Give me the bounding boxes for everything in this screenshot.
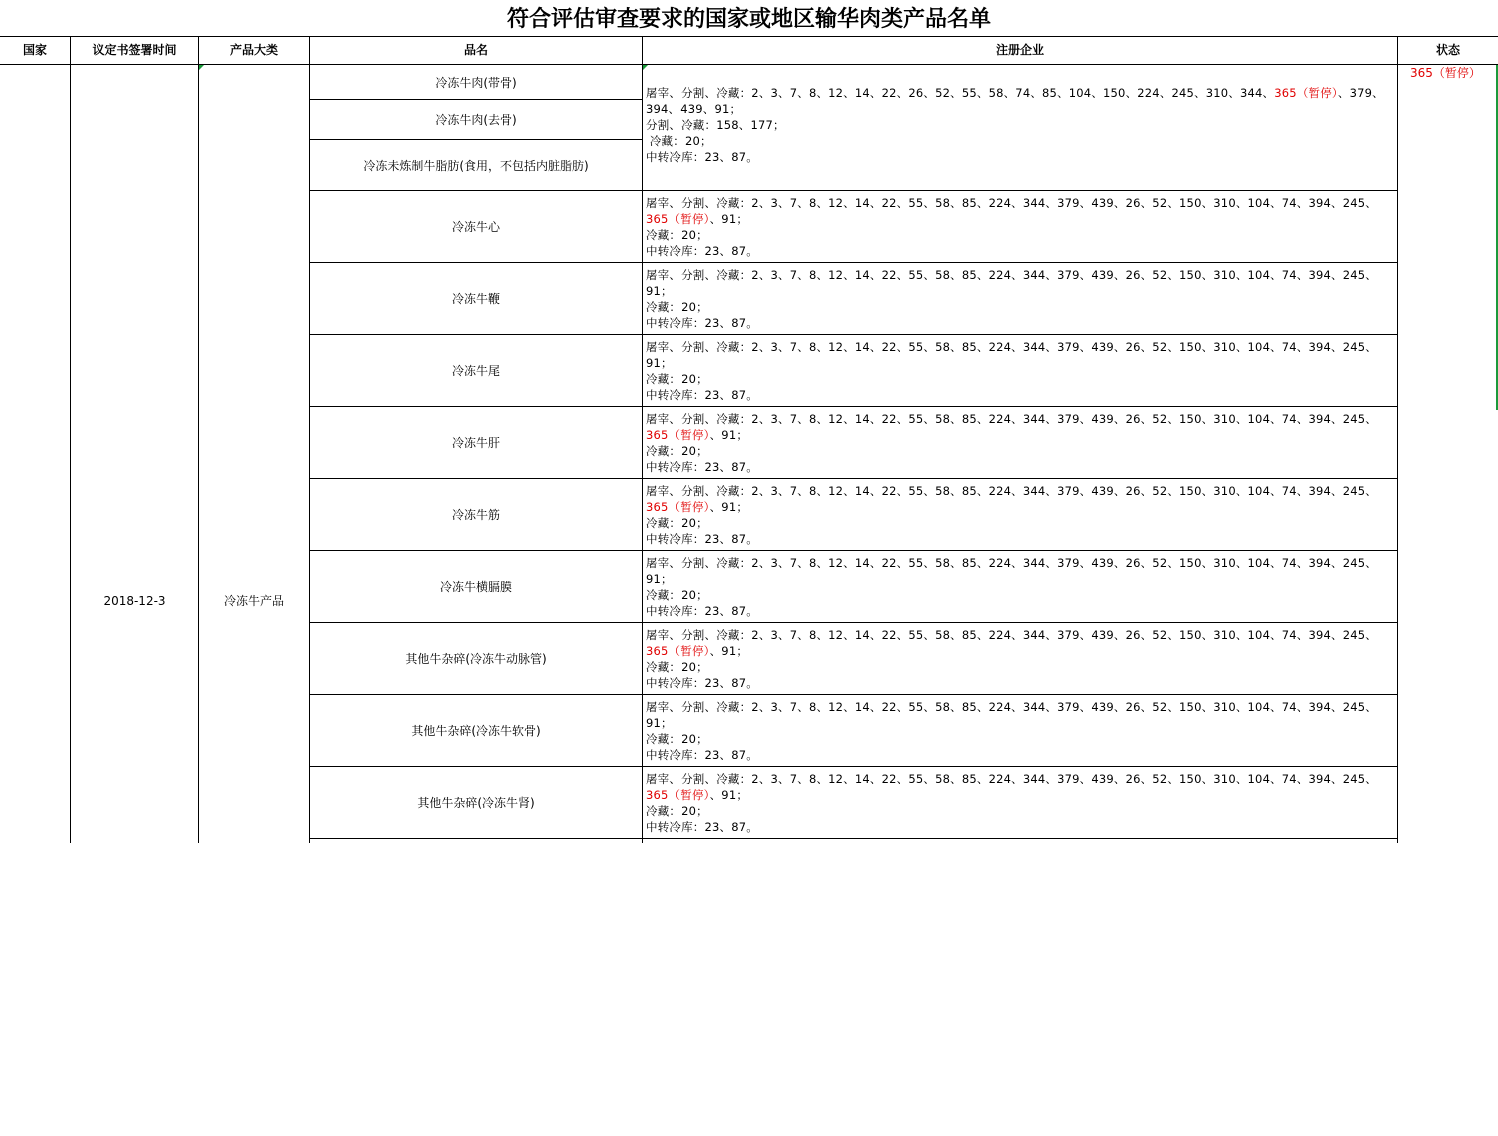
enterprise-cell[interactable]: 屠宰、分割、冷藏：2、3、7、8、12、14、22、55、58、85、224、344、379、439、26、52、150、310、104、74、394、245、 91； 冷藏：20； 中转冷库：23、87。: [646, 556, 1378, 618]
header-country[interactable]: 国家: [22, 43, 47, 57]
grid-line: [309, 37, 310, 843]
comment-marker-icon[interactable]: [643, 65, 648, 70]
grid-line: [310, 334, 1398, 335]
suspended-text: 365（暂停）: [646, 500, 710, 514]
enterprise-cell[interactable]: 屠宰、分割、冷藏：2、3、7、8、12、14、22、55、58、85、224、344、379、439、26、52、150、310、104、74、394、245、 365（暂停）、91； 冷藏：20； 中转冷库：23、87。: [646, 484, 1378, 546]
enterprise-cell[interactable]: 屠宰、分割、冷藏：2、3、7、8、12、14、22、55、58、85、224、344、379、439、26、52、150、310、104、74、394、245、 365（暂停）、91； 冷藏：20； 中转冷库：23、87。: [646, 196, 1378, 258]
grid-line: [310, 139, 642, 140]
header-status[interactable]: 状态: [1435, 43, 1460, 57]
header-sign-date[interactable]: 议定书签署时间: [92, 43, 177, 57]
enterprise-line-5: 中转冷库：23、87。: [646, 150, 758, 164]
grid-line: [642, 37, 643, 843]
enterprise-cell[interactable]: 屠宰、分割、冷藏：2、3、7、8、12、14、22、55、58、85、224、344、379、439、26、52、150、310、104、74、394、245、 365（暂停）、91； 冷藏：20； 中转冷库：23、87。: [646, 772, 1378, 834]
grid-line: [310, 406, 1398, 407]
header-enterprise[interactable]: 注册企业: [995, 43, 1044, 57]
product-cell[interactable]: 冷冻未炼制牛脂肪(食用，不包括内脏脂肪): [363, 158, 589, 173]
grid-line: [310, 478, 1398, 479]
status-suspended-note: 365（暂停）: [1410, 66, 1481, 80]
enterprise-cell[interactable]: 屠宰、分割、冷藏：2、3、7、8、12、14、22、55、58、85、224、344、379、439、26、52、150、310、104、74、394、245、 91； 冷藏：20； 中转冷库：23、87。: [646, 700, 1378, 762]
product-cell[interactable]: 冷冻牛横膈膜: [439, 580, 512, 594]
enterprise-line-3: 分割、冷藏：158、177；: [646, 118, 785, 132]
enterprise-cell[interactable]: 屠宰、分割、冷藏：2、3、7、8、12、14、22、55、58、85、224、344、379、439、26、52、150、310、104、74、394、245、 91； 冷藏：20； 中转冷库：23、87。: [646, 340, 1378, 402]
enterprise-cell[interactable]: 屠宰、分割、冷藏：2、3、7、8、12、14、22、55、58、85、224、344、379、439、26、52、150、310、104、74、394、245、 365（暂停）、91； 冷藏：20； 中转冷库：23、87。: [646, 412, 1378, 474]
grid-line: [310, 838, 1398, 839]
suspended-text: 365（暂停）: [646, 428, 710, 442]
product-cell[interactable]: 冷冻牛肉(去骨): [435, 113, 517, 127]
category-cell[interactable]: 冷冻牛产品: [223, 594, 284, 608]
page-title: 符合评估审查要求的国家或地区输华肉类产品名单: [506, 6, 991, 32]
grid-line: [310, 694, 1398, 695]
comment-marker-icon[interactable]: [199, 65, 204, 70]
header-product[interactable]: 品名: [463, 43, 488, 57]
grid-line: [310, 622, 1398, 623]
enterprise-cell[interactable]: 屠宰、分割、冷藏：2、3、7、8、12、14、22、55、58、85、224、344、379、439、26、52、150、310、104、74、394、245、 91； 冷藏：20； 中转冷库：23、87。: [646, 268, 1378, 330]
product-cell[interactable]: 冷冻牛心: [451, 220, 500, 234]
suspended-text: 365（暂停）: [646, 788, 710, 802]
enterprise-cell[interactable]: [643, 85, 1397, 189]
grid-line: [310, 550, 1398, 551]
enterprise-line-1: 屠宰、分割、冷藏：2、3、7、8、12、14、22、26、52、55、58、74、85、104、150、224、245、310、344、365（暂停）、379、: [646, 86, 1384, 100]
product-cell[interactable]: 其他牛杂碎(冷冻牛动脉管): [405, 652, 547, 666]
product-cell[interactable]: 冷冻牛尾: [451, 364, 500, 378]
product-cell[interactable]: 冷冻牛肉(带骨): [435, 75, 517, 90]
suspended-text: 365（暂停）: [646, 644, 710, 658]
enterprise-line-2: 394、439、91；: [646, 102, 742, 116]
product-cell[interactable]: 其他牛杂碎(冷冻牛肾): [417, 796, 535, 810]
product-cell[interactable]: 冷冻牛鞭: [451, 292, 500, 306]
grid-line: [198, 37, 199, 843]
product-cell[interactable]: 其他牛杂碎(冷冻牛软骨): [411, 724, 541, 738]
grid-line: [70, 37, 71, 843]
sign-date-cell[interactable]: 2018-12-3: [103, 593, 166, 608]
grid-line: [0, 36, 1498, 37]
suspended-text: 365（暂停）: [646, 212, 710, 226]
grid-line: [0, 64, 1498, 65]
grid-line: [310, 99, 642, 100]
country-cell[interactable]: [0, 65, 70, 843]
header-category[interactable]: 产品大类: [229, 43, 278, 57]
grid-line: [310, 190, 1398, 191]
grid-line: [310, 766, 1398, 767]
suspended-text: 365（暂停）: [1274, 86, 1338, 100]
grid-line: [1397, 37, 1398, 843]
product-cell[interactable]: 冷冻牛筋: [451, 508, 500, 522]
enterprise-cell[interactable]: 屠宰、分割、冷藏：2、3、7、8、12、14、22、55、58、85、224、344、379、439、26、52、150、310、104、74、394、245、 365（暂停）、91； 冷藏：20； 中转冷库：23、87。: [646, 628, 1378, 690]
grid-line: [310, 262, 1398, 263]
enterprise-line-4: 冷藏：20；: [646, 134, 712, 148]
product-cell[interactable]: 冷冻牛肝: [451, 436, 500, 450]
status-cell[interactable]: [1398, 65, 1498, 843]
